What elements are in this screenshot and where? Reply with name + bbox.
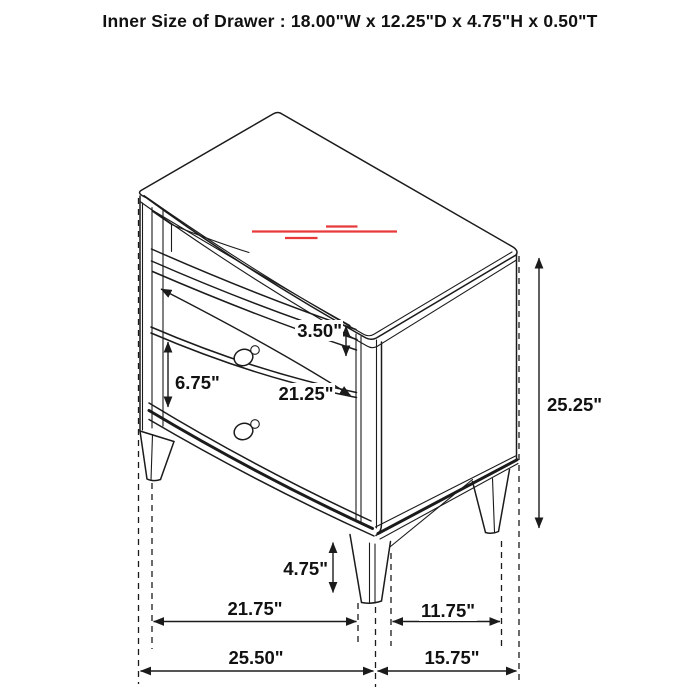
front-left-leg: [140, 431, 174, 481]
label-top-drawer-height: 3.50": [297, 320, 342, 341]
front-center-leg: [350, 535, 391, 604]
front-corner-post: [356, 334, 382, 536]
tabletop: [140, 113, 517, 348]
label-bottom-drawer-height: 6.75": [175, 372, 220, 393]
dim-front-leg-span: [154, 598, 357, 622]
label-overall-depth: 15.75": [424, 647, 480, 668]
red-accent-marks: [252, 227, 397, 239]
right-side-panel: [376, 254, 519, 547]
label-overall-width: 25.50": [228, 647, 284, 668]
label-cabinet-height: 25.25": [547, 394, 603, 415]
drawer-2-knob: [232, 420, 259, 443]
label-side-leg-span: 11.75": [420, 600, 476, 621]
dim-leg-height: [283, 543, 333, 593]
dim-overall-width: [141, 647, 374, 671]
label-drawer-front-width: 21.25": [278, 383, 334, 404]
dim-side-leg-span: [393, 600, 501, 622]
nightstand-outline: [140, 113, 518, 604]
dim-overall-depth: [378, 647, 517, 671]
left-side-edge: [140, 196, 163, 431]
diagram-title: Inner Size of Drawer : 18.00"W x 12.25"D x 4.75"H x 0.50"T: [102, 11, 598, 31]
dimension-annotations: [141, 258, 603, 671]
dim-cabinet-height: [539, 258, 602, 528]
dim-top-drawer-height: [295, 320, 346, 356]
label-front-leg-span: 21.75": [227, 598, 283, 619]
base-apron: [149, 403, 374, 536]
label-leg-height: 4.75": [283, 558, 328, 579]
